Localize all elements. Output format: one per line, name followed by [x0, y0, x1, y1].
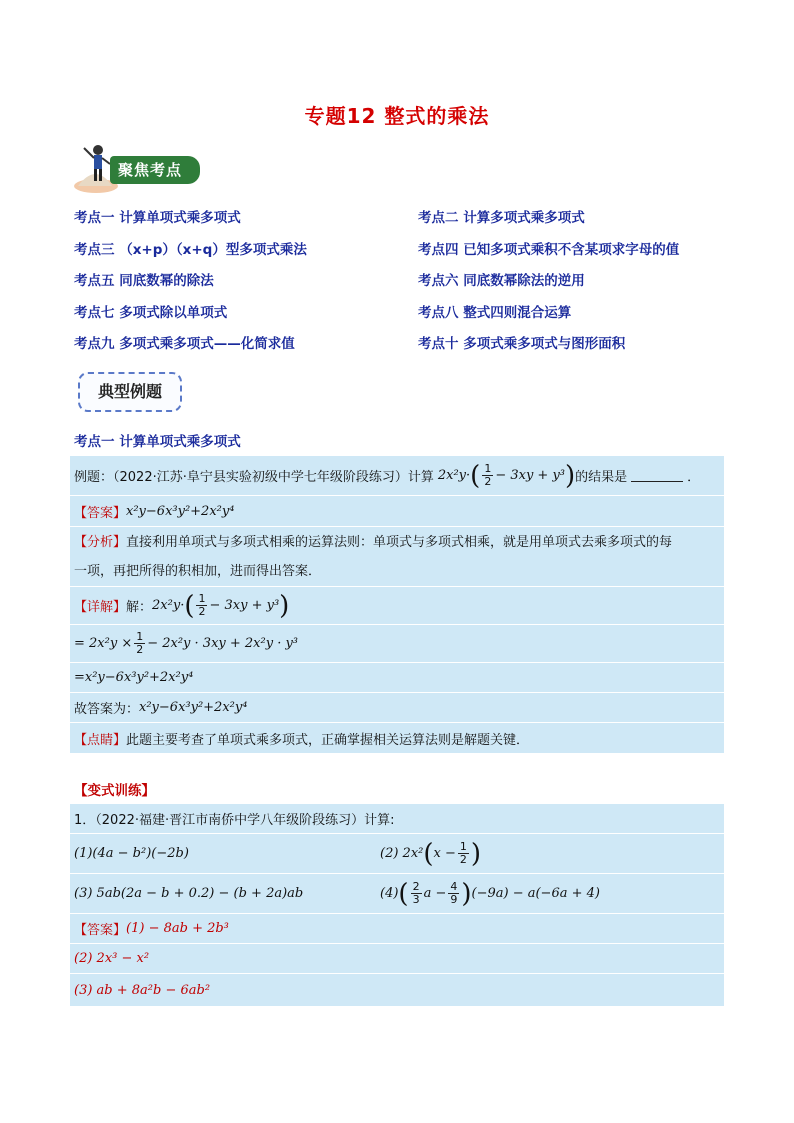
fraction-numerator: 2 [412, 880, 420, 893]
paren-close: ) [470, 838, 482, 869]
paren-close: ) [461, 878, 472, 909]
fraction-numerator: 1 [136, 630, 144, 643]
paren-open: ( [398, 878, 409, 909]
detail-expr-inner: − 3xy + y³ [209, 598, 280, 613]
example-expr-prefix: 2x²y· [437, 468, 471, 483]
part-4-mid: a − [423, 886, 447, 901]
exam-point: 考点五 同底数幂的除法 [74, 273, 214, 289]
focus-badge [72, 142, 202, 194]
variant-answer-line [70, 944, 724, 974]
exam-point: 考点九 多项式乘多项式——化简求值 [74, 336, 295, 352]
detail-expr-prefix: 2x²y· [152, 598, 185, 613]
paren-open: ( [184, 590, 195, 621]
paren-open: ( [423, 838, 434, 869]
final-answer: x²y−6x³y²+2x²y⁴ [139, 700, 248, 715]
exam-points-list [74, 206, 724, 364]
exam-point: 考点八 整式四则混合运算 [418, 304, 572, 321]
comment-text: 此题主要考查了单项式乘多项式，正确掌握相关运算法则是解题关键． [126, 732, 530, 748]
paren-close: ) [565, 460, 576, 491]
answer-value: x²y−6x³y²+2x²y⁴ [126, 503, 235, 519]
fraction-denominator: 2 [484, 475, 492, 488]
variant-parts-row [70, 834, 724, 874]
fraction [134, 631, 145, 656]
step2-a: = 2x²y × [74, 636, 133, 651]
part-1: (1)(4a − b²)(−2b) [74, 846, 189, 861]
step3: =x²y−6x³y²+2x²y⁴ [74, 670, 194, 685]
part-4-prefix: (4) [380, 886, 399, 901]
variant-answer-2: (2) 2x³ − x² [74, 951, 150, 966]
comment-label: 【点睛】 [74, 732, 127, 748]
section-heading: 考点一 计算单项式乘多项式 [74, 434, 241, 450]
answer-label: 【答案】 [74, 505, 127, 521]
example-panel [70, 456, 724, 753]
analysis-text-continued: 一项，再把所得的积相加，进而得出答案． [74, 563, 322, 579]
step2-b: − 2x²y · 3xy + 2x²y · y³ [147, 636, 299, 651]
step-line [70, 663, 724, 693]
focus-badge-label: 聚焦考点 [110, 156, 200, 184]
variant-question-text: 1．（2022·福建·晋江市南侨中学八年级阶段练习）计算: [74, 813, 395, 828]
final-lead: 故答案为： [74, 702, 140, 717]
exam-point: 考点一 计算单项式乘多项式 [74, 210, 241, 226]
examples-badge: 典型例题 [78, 372, 182, 412]
variant-answer-3: (3) ab + 8a²b − 6ab² [74, 982, 211, 998]
exam-point: 考点二 计算多项式乘多项式 [418, 210, 585, 226]
fraction-denominator: 9 [450, 893, 458, 906]
variant-answer-line [70, 974, 724, 1006]
fraction-numerator: 1 [459, 840, 467, 853]
example-period: ． [687, 470, 701, 485]
analysis-block [70, 527, 724, 587]
fraction [448, 881, 459, 906]
part-4 [380, 878, 600, 909]
part-2-body: x − [433, 846, 456, 861]
example-tail: 的结果是 [575, 470, 628, 485]
part-2 [380, 838, 482, 869]
fraction-denominator: 2 [198, 605, 206, 618]
detail-lead: 解： [126, 600, 153, 615]
part-4-tail: (−9a) − a(−6a + 4) [471, 886, 600, 901]
part-2-prefix: (2) 2x² [380, 846, 424, 861]
detail-line [70, 587, 724, 625]
paren-open: ( [470, 460, 481, 491]
fraction [482, 463, 493, 488]
variant-question [70, 804, 724, 834]
variant-parts-row [70, 874, 724, 914]
final-answer-line [70, 693, 724, 723]
step-line [70, 625, 724, 663]
exam-point: 考点四 已知多项式乘积不含某项求字母的值 [418, 241, 680, 258]
answer-blank [631, 469, 683, 482]
analysis-label: 【分析】 [74, 534, 127, 550]
fraction [411, 881, 422, 906]
exam-point: 考点三 （x+p）（x+q）型多项式乘法 [74, 241, 307, 258]
fraction-denominator: 2 [459, 853, 467, 866]
page-title: 专题12 整式的乘法 [304, 104, 490, 128]
detail-label: 【详解】 [74, 600, 127, 615]
variant-answer-1: (1) − 8ab + 2b³ [126, 921, 229, 936]
paren-close: ) [279, 590, 290, 621]
exam-point: 考点六 同底数幂除法的逆用 [418, 273, 585, 289]
exam-point: 考点十 多项式乘多项式与图形面积 [418, 336, 626, 352]
fraction-numerator: 1 [484, 462, 492, 475]
fraction-numerator: 4 [450, 880, 458, 893]
fraction [458, 841, 469, 866]
exam-point: 考点七 多项式除以单项式 [74, 304, 228, 321]
fraction [196, 593, 207, 618]
example-expr-inner: − 3xy + y³ [495, 468, 565, 483]
fraction-numerator: 1 [198, 592, 206, 605]
part-3: (3) 5ab(2a − b + 0.2) − (b + 2a)ab [74, 886, 304, 901]
comment-line [70, 723, 724, 753]
example-lead: 例题：（2022·江苏·阜宁县实验初级中学七年级阶段练习）计算 [74, 470, 434, 485]
fraction-denominator: 2 [136, 643, 144, 656]
variant-answer-line [70, 914, 724, 944]
variant-heading: 【变式训练】 [74, 783, 155, 799]
variant-panel [70, 804, 724, 1006]
variant-answer-label: 【答案】 [74, 923, 127, 938]
fraction-denominator: 3 [412, 893, 420, 906]
answer-line [70, 496, 724, 527]
analysis-text: 直接利用单项式与多项式相乘的运算法则：单项式与多项式相乘，就是用单项式去乘多项式的每 [126, 534, 673, 550]
example-question [70, 456, 724, 496]
